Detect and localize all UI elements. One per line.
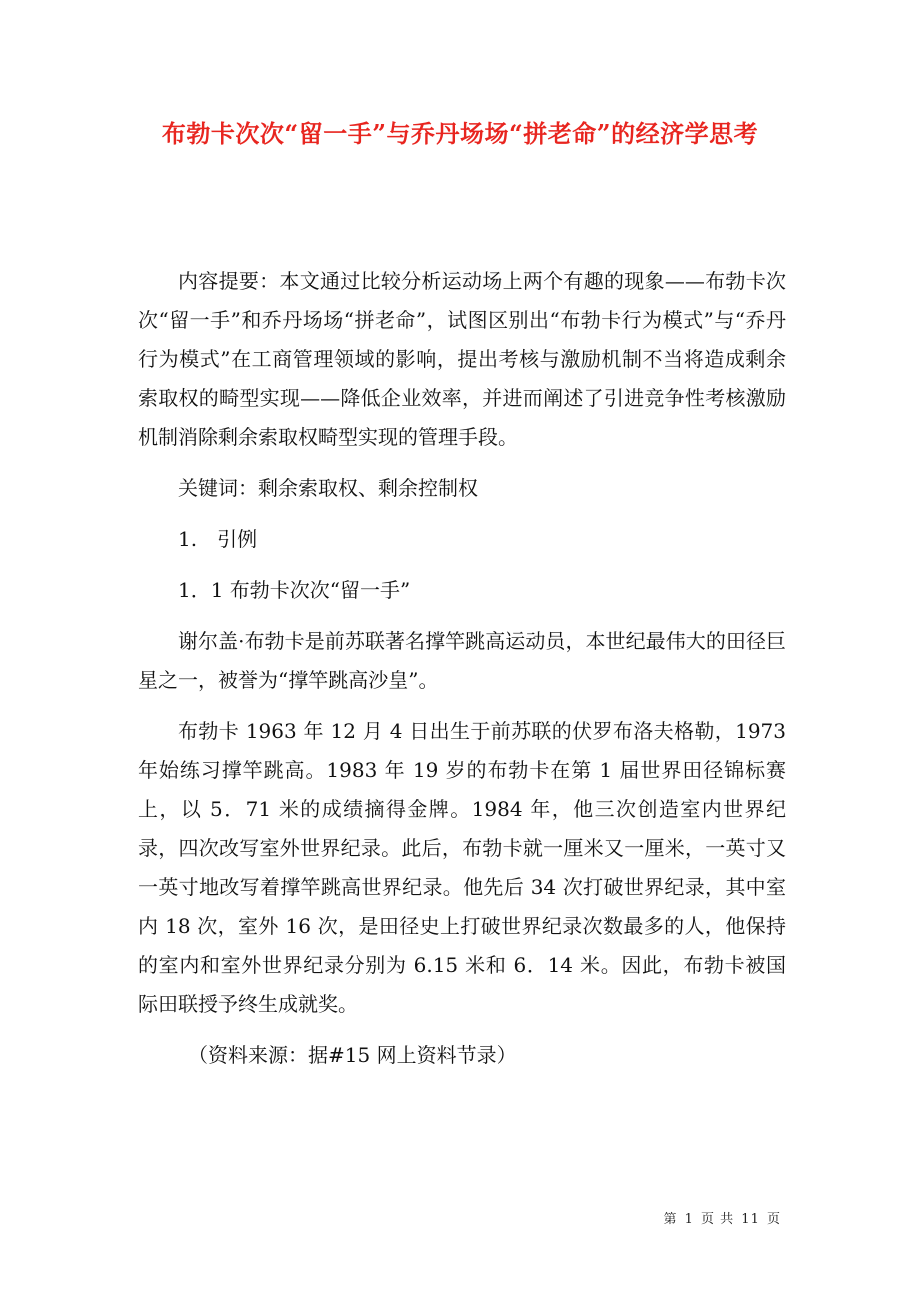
footer-suffix: 页 bbox=[766, 1212, 781, 1227]
subsection-heading: 1．1 布勃卡次次“留一手” bbox=[178, 578, 411, 602]
footer-current-page: 1 bbox=[684, 1212, 694, 1227]
section-heading: 1. 引例 bbox=[178, 527, 258, 551]
abstract-paragraph: 内容提要：本文通过比较分析运动场上两个有趣的现象——布勃卡次次“留一手”和乔丹场场“拼老命”，试图区别出“布勃卡行为模式”与“乔丹行为模式”在工商管理领域的影响，提出考核与激励机制不当将造成剩余索取权的畸型实现——降低企业效率，并进而阐述了引进竞争性考核激励机制消除剩余索取权畸型实现的管理手段。 bbox=[138, 269, 786, 449]
document-body bbox=[138, 262, 786, 1087]
keywords-paragraph: 关键词：剩余索取权、剩余控制权 bbox=[178, 476, 478, 500]
body-paragraph: 谢尔盖·布勃卡是前苏联著名撑竿跳高运动员，本世纪最伟大的田径巨星之一，被誉为“撑竿跳高沙皇”。 bbox=[138, 629, 786, 692]
footer-total-pages: 11 bbox=[741, 1212, 760, 1227]
footer-prefix: 第 bbox=[663, 1212, 678, 1227]
body-paragraph: 布勃卡 1963 年 12 月 4 日出生于前苏联的伏罗布洛夫格勒，1973 年始练习撑竿跳高。1983 年 19 岁的布勃卡在第 1 届世界田径锦标赛上，以 5．71 米的成绩摘得金牌。1984 年，他三次创造室内世界纪录，四次改写室外世界纪录。此后，布勃卡就一厘米又一厘米，一英寸又一英寸地改写着撑竿跳高世界纪录。他先后 34 次打破世界纪录，其中室内 18 次，室外 16 次，是田径史上打破世界纪录次数最多的人，他保持的室内和室外世界纪录分别为 6.15 米和 6．14 米。因此，布勃卡被国际田联授予终生成就奖。 bbox=[138, 719, 786, 1016]
page-number-footer bbox=[662, 1208, 782, 1227]
source-note: （资料来源：据#15 网上资料节录） bbox=[188, 1043, 517, 1067]
footer-mid: 页 共 bbox=[701, 1212, 735, 1227]
document-title: 布勃卡次次“留一手”与乔丹场场“拼老命”的经济学思考 bbox=[161, 119, 759, 148]
